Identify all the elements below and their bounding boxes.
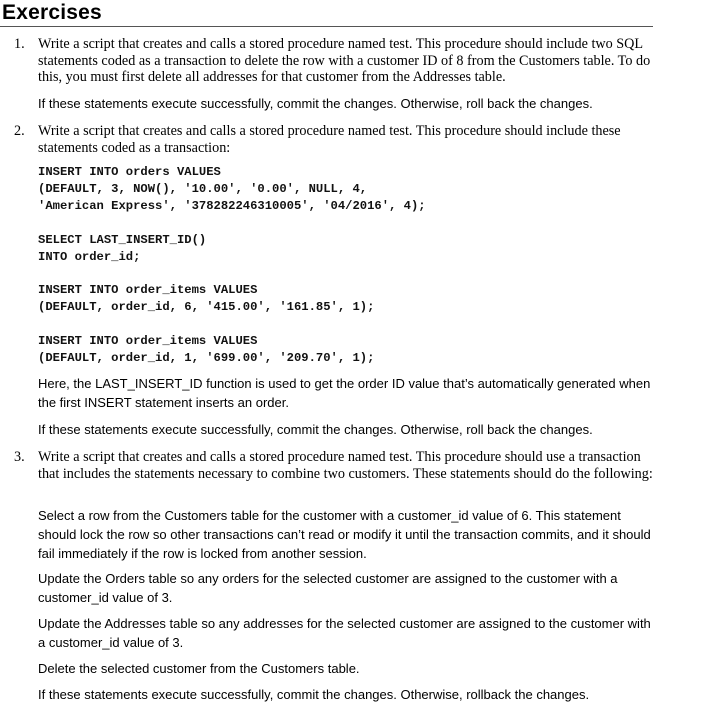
code-block-insert-item-2: INSERT INTO order_items VALUES (DEFAULT, order_id, 1, '699.00', '209.70', 1); <box>38 334 375 365</box>
page-title: Exercises <box>2 1 102 24</box>
exercise-1-note: If these statements execute successfully, commit the changes. Otherwise, roll back the changes. <box>38 96 593 111</box>
exercise-2-note-commit: If these statements execute successfully, commit the changes. Otherwise, roll back the changes. <box>38 422 593 437</box>
title-divider <box>0 26 653 27</box>
code-block-insert-order: INSERT INTO orders VALUES (DEFAULT, 3, NOW(), '10.00', '0.00', NULL, 4, 'American Express', '378282246310005', '04/2016', 4); <box>38 165 426 213</box>
code-block-insert-item-1: INSERT INTO order_items VALUES (DEFAULT, order_id, 6, '415.00', '161.85', 1); <box>38 283 375 314</box>
exercise-3-number: 3. <box>14 449 25 465</box>
exercise-1-number: 1. <box>14 36 25 52</box>
exercise-3-note-orders: Update the Orders table so any orders for the selected customer are assigned to the customer with a customer_id value of 3. <box>38 571 618 605</box>
exercise-2-text: Write a script that creates and calls a stored procedure named test. This procedure should include these statements coded as a transaction: <box>38 123 621 156</box>
exercise-3-note-addresses: Update the Addresses table so any addresses for the selected customer are assigned to the customer with a customer_id value of 3. <box>38 616 651 650</box>
exercise-3-note-delete: Delete the selected customer from the Customers table. <box>38 661 360 676</box>
exercise-3-note-commit: If these statements execute successfully, commit the changes. Otherwise, rollback the changes. <box>38 687 590 702</box>
exercise-3-text: Write a script that creates and calls a stored procedure named test. This procedure should use a transaction that includes the statements necessary to combine two customers. These statements should do the following: <box>38 449 653 482</box>
code-block-select-id: SELECT LAST_INSERT_ID() INTO order_id; <box>38 233 207 264</box>
exercise-1-text: Write a script that creates and calls a stored procedure named test. This procedure should include two SQL statements coded as a transaction to delete the row with a customer ID of 8 from the Customers table. To do this, you must first delete all addresses for that customer from the Addresses table. <box>38 36 651 85</box>
exercise-2-number: 2. <box>14 123 25 139</box>
exercise-2-note-last-insert: Here, the LAST_INSERT_ID function is used to get the order ID value that’s automatically generated when the first INSERT statement inserts an order. <box>38 376 651 410</box>
exercise-3-note-select: Select a row from the Customers table for the customer with a customer_id value of 6. This statement should lock the row so other transactions can’t read or modify it until the transaction commits, and it should fail immediately if the row is locked from another session. <box>38 508 651 561</box>
